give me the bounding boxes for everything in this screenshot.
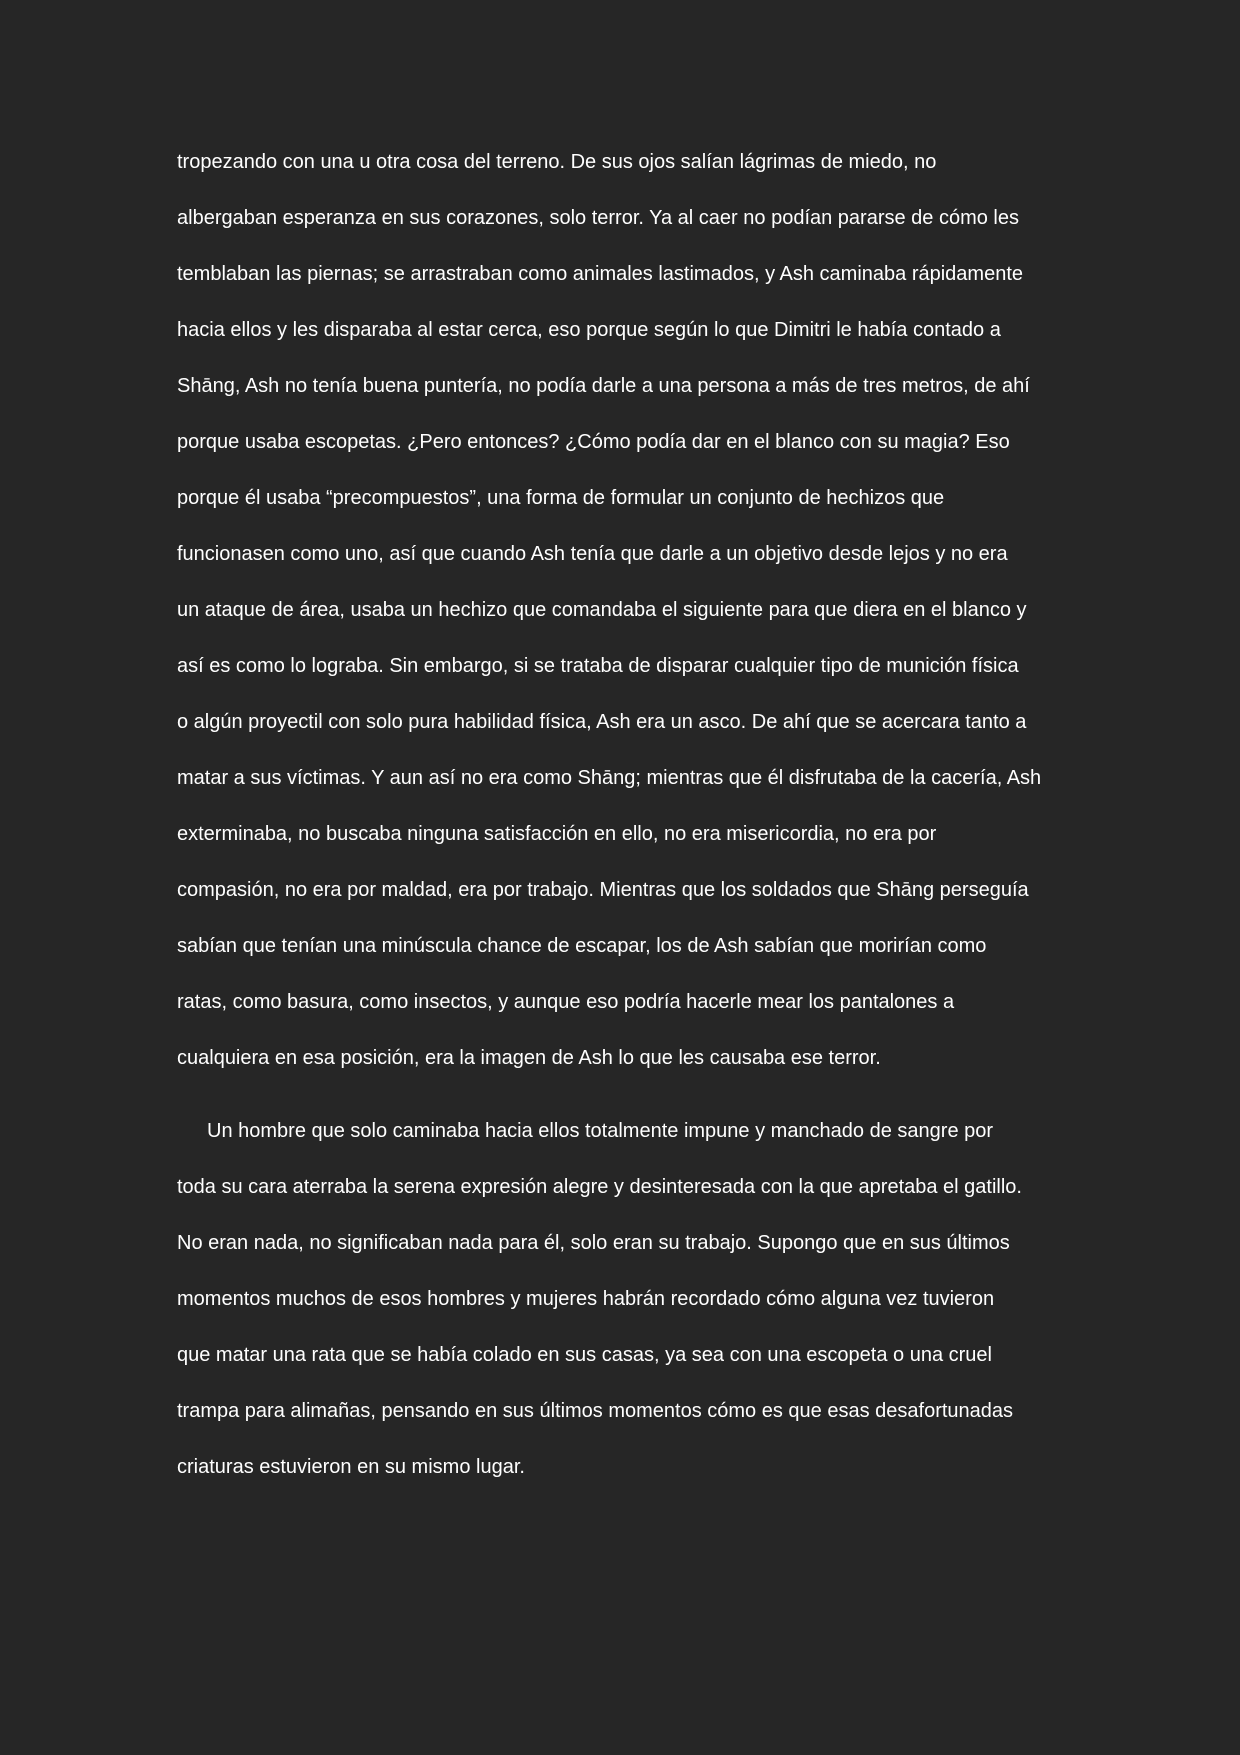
text-line: temblaban las piernas; se arrastraban como animales lastimados, y Ash caminaba rápidamente <box>177 263 1023 285</box>
text-line: porque él usaba “precompuestos”, una forma de formular un conjunto de hechizos que <box>177 487 945 509</box>
text-line: Shāng, Ash no tenía buena puntería, no podía darle a una persona a más de tres metros, de ahí <box>177 375 1030 397</box>
text-line: compasión, no era por maldad, era por trabajo. Mientras que los soldados que Shāng perseguía <box>177 879 1029 901</box>
text-line: cualquiera en esa posición, era la imagen de Ash lo que les causaba ese terror. <box>177 1047 881 1069</box>
text-line: sabían que tenían una minúscula chance de escapar, los de Ash sabían que morirían como <box>177 935 987 957</box>
text-line: o algún proyectil con solo pura habilidad física, Ash era un asco. De ahí que se acercara tanto a <box>177 711 1027 733</box>
text-line: ratas, como basura, como insectos, y aunque eso podría hacerle mear los pantalones a <box>177 991 955 1013</box>
text-line: un ataque de área, usaba un hechizo que comandaba el siguiente para que diera en el blanco y <box>177 599 1027 621</box>
text-line: momentos muchos de esos hombres y mujeres habrán recordado cómo alguna vez tuvieron <box>177 1288 995 1310</box>
text-line: Un hombre que solo caminaba hacia ellos totalmente impune y manchado de sangre por <box>207 1120 994 1142</box>
text-line: trampa para alimañas, pensando en sus últimos momentos cómo es que esas desafortunadas <box>177 1400 1014 1422</box>
paragraph-spacing <box>177 1086 1077 1103</box>
text-line: matar a sus víctimas. Y aun así no era como Shāng; mientras que él disfrutaba de la cacería, Ash <box>177 767 1042 789</box>
paragraph-2 <box>177 1103 1077 1495</box>
paragraph-1 <box>177 134 1077 1086</box>
text-line: porque usaba escopetas. ¿Pero entonces? ¿Cómo podía dar en el blanco con su magia? Eso <box>177 431 1010 453</box>
text-line: así es como lo lograba. Sin embargo, si se trataba de disparar cualquier tipo de munición física <box>177 655 1019 677</box>
text-line: hacia ellos y les disparaba al estar cerca, eso porque según lo que Dimitri le había contado a <box>177 319 1001 341</box>
text-line: criaturas estuvieron en su mismo lugar. <box>177 1456 525 1478</box>
body-text <box>177 134 1077 1495</box>
text-line: que matar una rata que se había colado en sus casas, ya sea con una escopeta o una cruel <box>177 1344 992 1366</box>
text-line: toda su cara aterraba la serena expresión alegre y desinteresada con la que apretaba el gatillo. <box>177 1176 1022 1198</box>
text-line: No eran nada, no significaban nada para él, solo eran su trabajo. Supongo que en sus últimos <box>177 1232 1010 1254</box>
text-line: exterminaba, no buscaba ninguna satisfacción en ello, no era misericordia, no era por <box>177 823 937 845</box>
text-line: funcionasen como uno, así que cuando Ash tenía que darle a un objetivo desde lejos y no era <box>177 543 1008 565</box>
text-line: tropezando con una u otra cosa del terreno. De sus ojos salían lágrimas de miedo, no <box>177 151 937 173</box>
text-line: albergaban esperanza en sus corazones, solo terror. Ya al caer no podían pararse de cómo les <box>177 207 1020 229</box>
